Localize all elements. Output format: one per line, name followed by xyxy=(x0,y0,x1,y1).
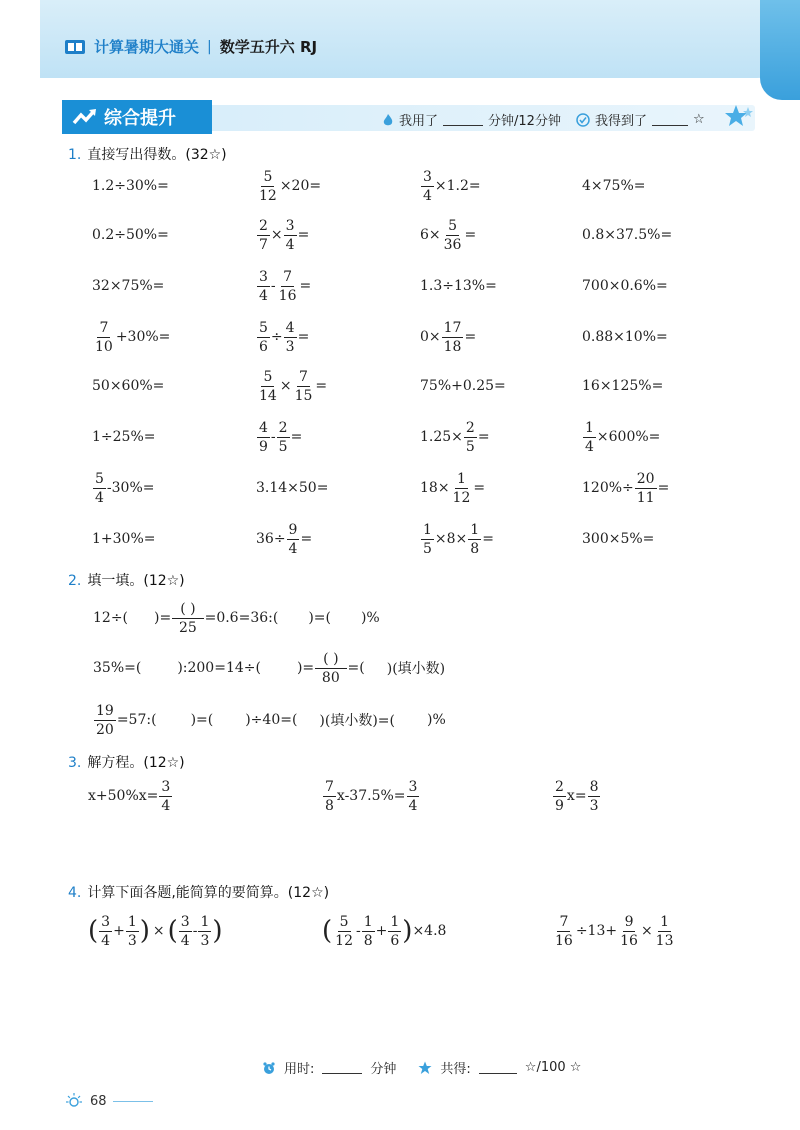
brand-subtitle: 数学五升六 RJ xyxy=(219,38,318,56)
expr-text: = xyxy=(290,429,303,445)
q1-problem-r4-c3 xyxy=(420,317,476,357)
q1-problem-r4-c1 xyxy=(92,317,170,357)
fraction: $\frac{3}{4}$ xyxy=(423,168,432,204)
q4-e2-f2 xyxy=(362,915,375,948)
sun-icon xyxy=(64,1092,84,1110)
q4-e3-f3 xyxy=(654,915,676,948)
q3-e2-fraction-2 xyxy=(407,780,420,813)
expr-text: = xyxy=(300,531,313,547)
q1-problem-r5-c2 xyxy=(256,366,327,406)
q1-problem-r6-c1 xyxy=(92,417,156,457)
expr-text: 18× xyxy=(420,480,450,496)
q3-e1-pre: x+50%x= xyxy=(88,788,159,804)
q2-line-2 xyxy=(93,648,445,688)
fraction: $\frac{1}{12}$ xyxy=(452,470,471,506)
expr-text: - xyxy=(270,278,276,294)
q1-problem-r4-c2 xyxy=(256,317,309,357)
expr-text: 50×60%= xyxy=(92,378,165,394)
expr-text: = xyxy=(464,227,477,243)
q1-problem-r1-c2 xyxy=(256,166,321,206)
expr-text: 0.2÷50%= xyxy=(92,227,169,243)
q3-heading xyxy=(68,752,185,772)
q4-e3-f1n: 7 xyxy=(559,913,569,930)
q4-e2-f1 xyxy=(333,915,355,948)
q3-e2-num1: 7 xyxy=(325,778,334,795)
q2-title: 填一填。(12☆) xyxy=(87,573,185,589)
brand-name: 计算暑期大通关 xyxy=(94,38,200,56)
q1-number: 1. xyxy=(68,147,82,163)
q2-l2-e: )(填小数) xyxy=(386,661,446,677)
q1-problem-r2-c4 xyxy=(582,215,672,255)
expr-text: 0× xyxy=(420,329,441,345)
q1-problem-r6-c2 xyxy=(256,417,302,457)
q4-e3-op1: ÷13+ xyxy=(575,923,618,939)
fraction: $\frac{2}{7}$ xyxy=(259,217,268,253)
q3-e3-num2: 8 xyxy=(589,778,599,795)
trend-arrow-icon xyxy=(72,107,98,127)
expr-text: 3.14×50= xyxy=(256,480,329,496)
fraction: $\frac{5}{12}$ xyxy=(259,168,277,204)
fraction: $\frac{7}{10}$ xyxy=(95,319,113,355)
expr-text: ×8× xyxy=(434,531,468,547)
q1-problem-r7-c1 xyxy=(92,468,155,508)
q2-l1-den: 25 xyxy=(178,619,197,636)
q1-problem-r8-c4 xyxy=(582,519,654,559)
q3-e2-num2: 3 xyxy=(408,778,418,795)
used-unit: 分钟/12分钟 xyxy=(488,114,561,129)
expr-text: = xyxy=(315,378,328,394)
score-unit: ☆/100 ☆ xyxy=(524,1060,582,1075)
q2-l2-a: 35%=( xyxy=(93,660,142,676)
q4-e3-f2n: 9 xyxy=(624,913,634,930)
expr-text: ×20= xyxy=(279,178,322,194)
page-number: 68 xyxy=(90,1093,107,1109)
q4-e1-f4d: 3 xyxy=(200,932,210,949)
fraction: $\frac{4}{3}$ xyxy=(285,319,295,355)
expr-text: 6× xyxy=(420,227,441,243)
fraction: $\frac{3}{4}$ xyxy=(259,268,268,304)
fraction: $\frac{2}{5}$ xyxy=(465,419,475,455)
q4-e1-f3 xyxy=(179,915,192,948)
section-title-badge xyxy=(62,100,212,134)
q1-problem-r7-c3 xyxy=(420,468,485,508)
q1-problem-r6-c3 xyxy=(420,417,490,457)
fraction: $\frac{5}{36}$ xyxy=(443,217,462,253)
fraction: $\frac{4}{9}$ xyxy=(259,419,268,455)
q1-problem-r6-c4 xyxy=(582,417,660,457)
fraction: $\frac{1}{5}$ xyxy=(423,521,432,557)
q1-problem-r3-c3 xyxy=(420,266,497,306)
expr-text: +30%= xyxy=(115,329,171,345)
q1-problem-r3-c2 xyxy=(256,266,311,306)
q1-problem-r5-c3 xyxy=(420,366,506,406)
page-footer xyxy=(64,1092,153,1110)
q3-number: 3. xyxy=(68,755,82,771)
q3-equation-1 xyxy=(88,776,173,816)
q3-e3-num1: 2 xyxy=(555,778,564,795)
expr-text: 120%÷ xyxy=(582,480,634,496)
q2-l2-b: ):200=14÷( xyxy=(177,660,261,676)
q2-l3-c: )÷40=( xyxy=(245,712,298,728)
q2-l2-fraction xyxy=(315,652,346,685)
expr-text: 1.3÷13%= xyxy=(420,278,497,294)
q4-e1-f3n: 3 xyxy=(180,913,190,930)
expr-text: 0.88×10%= xyxy=(582,329,668,345)
expr-text: -30%= xyxy=(106,480,155,496)
got-stars-blank[interactable] xyxy=(652,114,688,126)
q2-heading xyxy=(68,570,185,590)
check-circle-icon xyxy=(576,113,590,127)
alarm-clock-icon xyxy=(262,1061,276,1075)
footer-score xyxy=(262,1058,581,1077)
fraction: $\frac{2}{5}$ xyxy=(278,419,288,455)
q1-problem-r7-c4 xyxy=(582,468,669,508)
book-icon xyxy=(64,38,86,56)
q4-e1-f1n: 3 xyxy=(101,913,111,930)
expr-text: - xyxy=(270,429,276,445)
q4-e2-op1: - xyxy=(355,923,361,939)
q1-problem-r5-c1 xyxy=(92,366,164,406)
score-label: 共得: xyxy=(440,1062,471,1077)
q4-e1-f2 xyxy=(126,915,139,948)
expr-text: 36÷ xyxy=(256,531,286,547)
expr-text: 16×125%= xyxy=(582,378,664,394)
flame-icon xyxy=(382,113,394,127)
expr-text: = xyxy=(482,531,494,547)
q3-e3-den2: 3 xyxy=(589,797,599,814)
star-icon xyxy=(418,1061,432,1075)
fraction: $\frac{5}{14}$ xyxy=(259,368,277,404)
time-blank[interactable] xyxy=(322,1062,362,1074)
q1-problem-r2-c1 xyxy=(92,215,169,255)
q1-problem-r1-c3 xyxy=(420,166,481,206)
expr-text: × xyxy=(270,227,283,243)
q4-e2-f3 xyxy=(388,915,401,948)
q2-l3-den: 20 xyxy=(96,721,114,738)
q3-equation-2 xyxy=(322,776,420,816)
q3-e2-den2: 4 xyxy=(408,797,418,814)
q1-problem-r7-c2 xyxy=(256,468,328,508)
expr-text: = xyxy=(297,329,310,345)
got-star: ☆ xyxy=(692,112,705,127)
q3-e1-den: 4 xyxy=(161,797,171,814)
q4-e1-op2: - xyxy=(192,923,198,939)
q4-expression-3 xyxy=(552,910,677,952)
fraction: $\frac{9}{4}$ xyxy=(288,521,298,557)
q3-e1-fraction xyxy=(159,780,172,813)
q1-heading xyxy=(68,144,227,164)
q4-e1-f2d: 3 xyxy=(127,932,137,949)
expr-text: 1.25× xyxy=(420,429,463,445)
q4-heading xyxy=(68,882,329,902)
page-number-underline xyxy=(113,1101,153,1102)
q4-e2-f2n: 1 xyxy=(363,913,373,930)
q1-problem-r8-c1 xyxy=(92,519,156,559)
q2-l3-a: =57:( xyxy=(116,712,157,728)
q2-l1-c: =0.6=36:( xyxy=(204,610,279,626)
expr-text: 300×5%= xyxy=(582,531,655,547)
brand-separator: | xyxy=(207,38,212,55)
q2-l1-fraction xyxy=(172,602,203,635)
q1-problem-r8-c2 xyxy=(256,519,312,559)
q4-e2-f1n: 5 xyxy=(339,913,349,930)
q3-e3-den1: 9 xyxy=(555,797,564,814)
section-title: 综合提升 xyxy=(104,108,176,129)
q4-number: 4. xyxy=(68,885,82,901)
q4-expression-2: ( $\frac{5}{12}$ - $\frac{1}{8}$ + $\frac{1}{6}$ ) ×4.8 xyxy=(322,913,447,949)
q4-e1-f1 xyxy=(99,915,112,948)
fraction: $\frac{3}{4}$ xyxy=(285,217,295,253)
q1-problem-r1-c1 xyxy=(92,166,169,206)
expr-text: = xyxy=(477,429,490,445)
q2-l1-num[interactable]: ( ) xyxy=(172,602,203,619)
expr-text: 1.2÷30%= xyxy=(92,178,169,194)
q2-l1-a: 12÷( xyxy=(93,610,129,626)
q3-e1-num: 3 xyxy=(161,778,171,795)
q4-e1-f1d: 4 xyxy=(101,932,111,949)
expr-text: 1÷25%= xyxy=(92,429,156,445)
header-brand xyxy=(64,36,317,57)
expr-text: = xyxy=(464,329,477,345)
q3-e3-mid: x= xyxy=(566,788,587,804)
q3-e2-den1: 8 xyxy=(325,797,334,814)
q2-l3-fraction xyxy=(94,704,116,737)
expr-text: = xyxy=(473,480,486,496)
expr-text: 75%+0.25= xyxy=(420,378,506,394)
expr-text: 0.8×37.5%= xyxy=(582,227,673,243)
fraction: $\frac{1}{8}$ xyxy=(470,521,480,557)
q4-e1-f3d: 4 xyxy=(180,932,190,949)
q4-e3-f1d: 16 xyxy=(555,932,573,949)
q2-number: 2. xyxy=(68,573,82,589)
q3-e3-fraction-2 xyxy=(588,780,601,813)
q1-problem-r3-c4 xyxy=(582,266,668,306)
expr-text: ×1.2= xyxy=(434,178,481,194)
q4-title: 计算下面各题,能简算的要简算。(12☆) xyxy=(87,885,330,901)
q4-e3-op2: × xyxy=(640,923,653,939)
q4-e2-f1d: 12 xyxy=(335,932,353,949)
q4-e2-f3d: 6 xyxy=(390,932,400,949)
fraction: $\frac{5}{6}$ xyxy=(259,319,268,355)
expr-text: = xyxy=(657,480,670,496)
expr-text: ×600%= xyxy=(596,429,661,445)
self-check-timer xyxy=(382,110,705,129)
q4-e1-f4 xyxy=(198,915,211,948)
fraction: $\frac{1}{4}$ xyxy=(585,419,594,455)
q2-l1-b: )= xyxy=(154,610,172,626)
expr-text: 1+30%= xyxy=(92,531,156,547)
q1-problem-r2-c3 xyxy=(420,215,476,255)
expr-text: = xyxy=(297,227,310,243)
q4-e1-op1: + xyxy=(113,923,125,939)
expr-text: 4×75%= xyxy=(582,178,646,194)
q2-l3-num: 19 xyxy=(96,702,114,719)
q1-problem-r5-c4 xyxy=(582,366,663,406)
expr-text: ÷ xyxy=(270,329,283,345)
fraction: $\frac{20}{11}$ xyxy=(636,470,655,506)
q4-e3-f1 xyxy=(553,915,575,948)
q2-l3-d: )(填小数)=( xyxy=(319,713,395,729)
q3-e2-fraction-1 xyxy=(323,780,336,813)
q4-e3-f2 xyxy=(618,915,640,948)
q3-e2-mid: x-37.5%= xyxy=(336,788,406,804)
got-label: 我得到了 xyxy=(594,114,647,129)
q4-e3-f3d: 13 xyxy=(655,932,674,949)
q1-problem-r3-c1 xyxy=(92,266,164,306)
used-minutes-blank[interactable] xyxy=(443,114,483,126)
fraction: $\frac{17}{18}$ xyxy=(443,319,462,355)
score-blank[interactable] xyxy=(479,1062,517,1074)
q4-e2-f3n: 1 xyxy=(390,913,400,930)
q2-l1-e: )% xyxy=(360,610,380,626)
time-unit: 分钟 xyxy=(370,1062,397,1077)
q4-e1-f2n: 1 xyxy=(127,913,137,930)
q2-l2-num[interactable]: ( ) xyxy=(315,652,346,669)
q2-l2-c: )= xyxy=(296,660,315,676)
q4-e3-f3n: 1 xyxy=(660,913,670,930)
q1-problem-r2-c2 xyxy=(256,215,309,255)
q2-line-3 xyxy=(93,700,446,740)
header-edge-tab xyxy=(760,0,800,100)
q1-problem-r8-c3 xyxy=(420,519,494,559)
q1-problem-r4-c4 xyxy=(582,317,668,357)
q3-equation-3 xyxy=(552,776,601,816)
q2-l3-b: )=( xyxy=(190,712,214,728)
q4-e2-tail: ×4.8 xyxy=(412,923,447,939)
fraction: $\frac{7}{16}$ xyxy=(278,268,297,304)
time-label: 用时: xyxy=(284,1062,315,1077)
q2-l3-e: )% xyxy=(427,712,446,728)
expr-text: 700×0.6%= xyxy=(582,278,668,294)
q3-title: 解方程。(12☆) xyxy=(87,755,185,771)
q4-e2-op2: + xyxy=(375,923,388,939)
q2-l2-d: =( xyxy=(347,660,365,676)
q2-l1-d: )=( xyxy=(308,610,331,626)
expr-text: = xyxy=(299,278,312,294)
q2-line-1 xyxy=(93,598,380,638)
q4-expression-1: ( $\frac{3}{4}$ + $\frac{1}{3}$ ) × ( $\frac{3}{4}$ - $\frac{1}{3}$ ) xyxy=(88,913,223,949)
q1-problem-r1-c4 xyxy=(582,166,646,206)
fraction: $\frac{7}{15}$ xyxy=(294,368,313,404)
q3-e3-fraction-1 xyxy=(553,780,566,813)
expr-text: 32×75%= xyxy=(92,278,165,294)
star-decoration-icon xyxy=(724,104,754,128)
q1-title: 直接写出得数。(32☆) xyxy=(87,147,227,163)
q4-e1-op: × xyxy=(152,923,165,939)
q4-e3-f2d: 16 xyxy=(620,932,638,949)
fraction: $\frac{5}{4}$ xyxy=(95,470,104,506)
expr-text: × xyxy=(279,378,292,394)
q4-e2-f2d: 8 xyxy=(363,932,373,949)
used-label: 我用了 xyxy=(399,114,439,129)
q4-e1-f4n: 1 xyxy=(200,913,210,930)
q2-l2-den: 80 xyxy=(321,669,340,686)
